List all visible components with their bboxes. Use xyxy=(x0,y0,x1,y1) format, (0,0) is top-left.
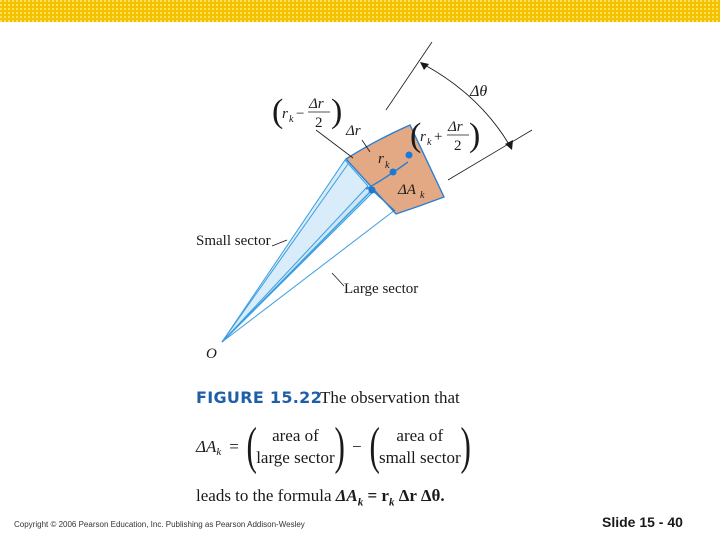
dot-rk-mid xyxy=(390,169,397,176)
conclusion-rest: = r xyxy=(363,486,389,505)
svg-text:r: r xyxy=(420,129,426,145)
paren-open-1: ( xyxy=(246,418,257,475)
angle-arrow-start xyxy=(420,62,429,70)
copyright-text: Copyright © 2006 Pearson Education, Inc. Publishing as Pearson Addison-Wesley xyxy=(14,520,305,529)
delta-r-label: Δr xyxy=(346,123,361,139)
small-term-bottom: small sector xyxy=(378,448,461,467)
small-sector-term xyxy=(379,425,461,469)
svg-text:(: ( xyxy=(410,117,422,154)
leader-large-sector xyxy=(332,273,344,286)
caption-text: The observation that xyxy=(320,388,460,407)
conclusion-line xyxy=(196,486,445,508)
paren-open-2: ( xyxy=(369,418,380,475)
conclusion-sub: k xyxy=(357,496,364,509)
angle-arrow-end xyxy=(505,140,513,150)
radial-line-center xyxy=(222,190,372,342)
small-sector xyxy=(222,160,368,342)
slide-number: Slide 15 - 40 xyxy=(602,514,683,530)
conclusion-sub2: k xyxy=(388,496,395,509)
svg-text:Δr: Δr xyxy=(448,119,463,135)
figure-number: FIGURE 15.22 xyxy=(196,388,323,407)
conclusion-prefix: leads to the formula xyxy=(196,486,336,505)
eq-equals: = xyxy=(229,437,239,456)
angle-line-left xyxy=(386,42,432,110)
eq-minus: − xyxy=(352,437,362,456)
svg-text:(: ( xyxy=(272,93,284,130)
svg-text:k: k xyxy=(420,190,425,201)
area-equation xyxy=(196,418,471,475)
large-term-bottom: large sector xyxy=(256,448,335,467)
large-term-top: area of xyxy=(272,426,319,445)
eq-lhs: ΔA xyxy=(196,437,217,456)
origin-label: O xyxy=(206,346,217,362)
svg-text:2: 2 xyxy=(315,115,323,131)
radial-line-left xyxy=(222,164,348,342)
small-sector-label: Small sector xyxy=(196,233,271,249)
paren-close-1: ) xyxy=(334,418,345,475)
svg-text:2: 2 xyxy=(454,138,462,154)
svg-text:r: r xyxy=(378,151,384,167)
svg-text:Δr: Δr xyxy=(309,96,324,112)
large-sector-label: Large sector xyxy=(344,281,419,297)
svg-text:): ) xyxy=(469,117,481,154)
delta-theta-label: Δθ xyxy=(470,83,488,100)
svg-text:−: − xyxy=(296,106,305,122)
paren-close-2: ) xyxy=(460,418,471,475)
rk-minus-label xyxy=(272,93,342,131)
large-sector-term xyxy=(256,425,335,469)
svg-text:+: + xyxy=(434,129,443,145)
conclusion-formula: ΔA xyxy=(335,486,358,505)
leader-small-sector xyxy=(272,240,287,246)
svg-text:k: k xyxy=(385,160,390,171)
dot-rk xyxy=(369,187,376,194)
svg-text:): ) xyxy=(331,93,343,130)
svg-text:k: k xyxy=(427,137,432,148)
conclusion-tail: Δr Δθ. xyxy=(394,486,445,505)
svg-text:k: k xyxy=(289,114,294,125)
eq-lhs-sub: k xyxy=(216,446,222,458)
rk-plus-label xyxy=(410,117,480,154)
svg-text:r: r xyxy=(282,106,288,122)
small-term-top: area of xyxy=(396,426,444,445)
svg-text:ΔA: ΔA xyxy=(398,182,416,198)
